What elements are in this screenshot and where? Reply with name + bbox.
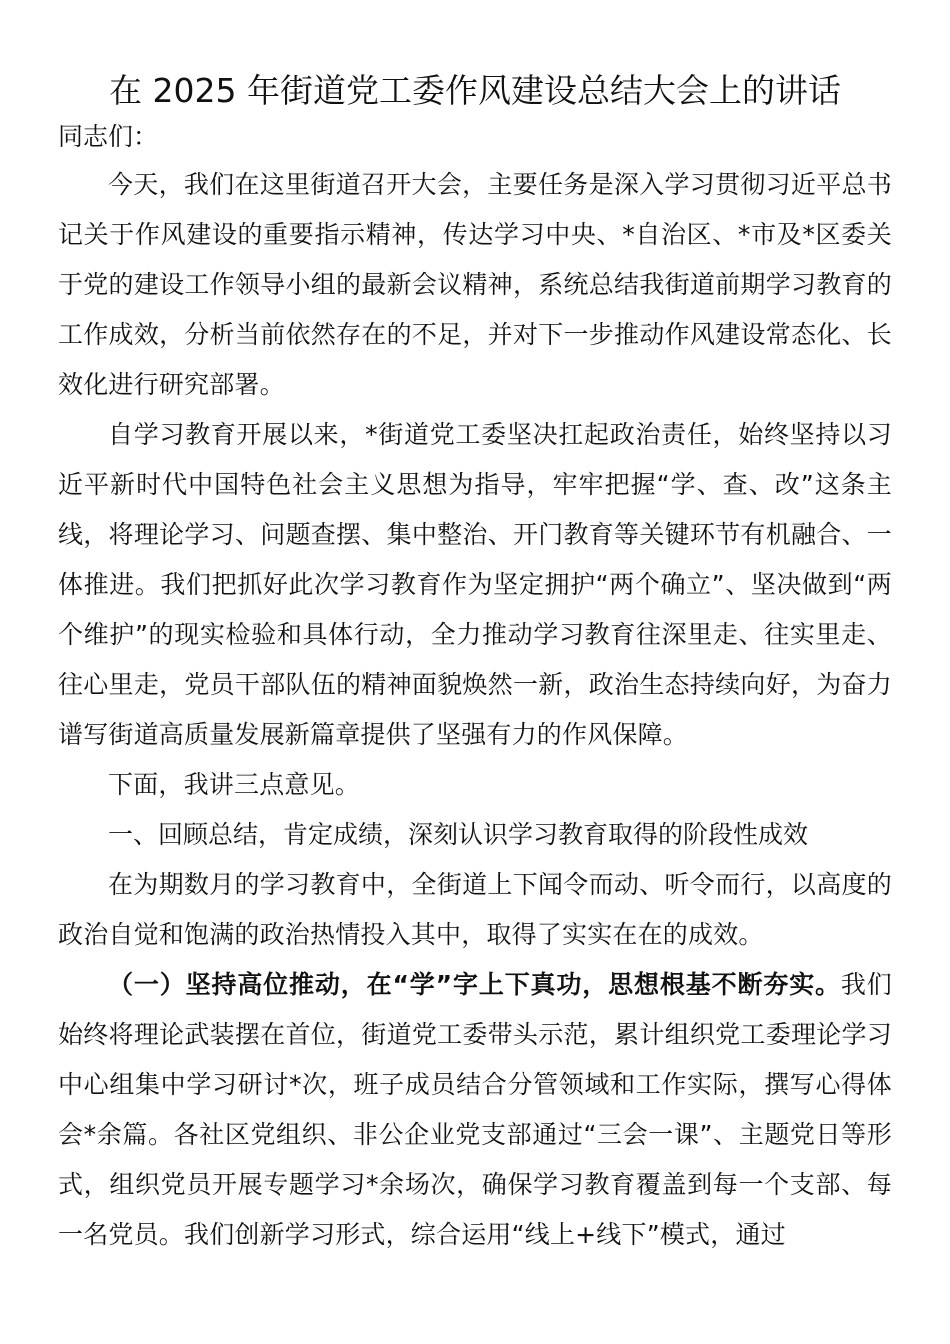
salutation: 同志们：: [58, 122, 159, 151]
subsection-lead: （一）坚持高位推动，在“学”字上下真功，思想根基不断夯实。: [108, 970, 841, 999]
subsection-body: 我们始终将理论武装摆在首位，街道党工委带头示范，累计组织党工委理论学习中心组集中学习研讨*次，班子成员结合分管领域和工作实际，撰写心得体会*余篇。各社区党组织、非公企业党支部通过“三会一课”、主题党日等形式，组织党员开展专题学习*余场次，确保学习教育覆盖到每一个支部、每一名党员。我们创新学习形式，综合运用“线上+线下”模式，通过: [58, 970, 892, 1249]
document-page: [58, 64, 892, 1260]
paragraph-overview: 自学习教育开展以来，*街道党工委坚决扛起政治责任，始终坚持以习近平新时代中国特色社会主义思想为指导，牢牢把握“学、查、改”这条主线，将理论学习、问题查摆、集中整治、开门教育等关键环节有机融合、一体推进。我们把抓好此次学习教育作为坚定拥护“两个确立”、坚决做到“两个维护”的现实检验和具体行动，全力推动学习教育往深里走、往实里走、往心里走，党员干部队伍的精神面貌焕然一新，政治生态持续向好，为奋力谱写街道高质量发展新篇章提供了坚强有力的作风保障。: [58, 420, 892, 749]
document-title: 在 2025 年街道党工委作风建设总结大会上的讲话: [109, 71, 841, 110]
section-intro: 在为期数月的学习教育中，全街道上下闻令而动、听令而行，以高度的政治自觉和饱满的政治热情投入其中，取得了实实在在的成效。: [58, 870, 892, 949]
section-heading: 一、回顾总结，肯定成绩，深刻认识学习教育取得的阶段性成效: [108, 820, 809, 849]
paragraph-transition: 下面，我讲三点意见。: [108, 770, 361, 799]
paragraph-opening: 今天，我们在这里街道召开大会，主要任务是深入学习贯彻习近平总书记关于作风建设的重要指示精神，传达学习中央、*自治区、*市及*区委关于党的建设工作领导小组的最新会议精神，系统总结我街道前期学习教育的工作成效，分析当前依然存在的不足，并对下一步推动作风建设常态化、长效化进行研究部署。: [58, 170, 892, 399]
subsection-paragraph: [58, 960, 892, 1260]
